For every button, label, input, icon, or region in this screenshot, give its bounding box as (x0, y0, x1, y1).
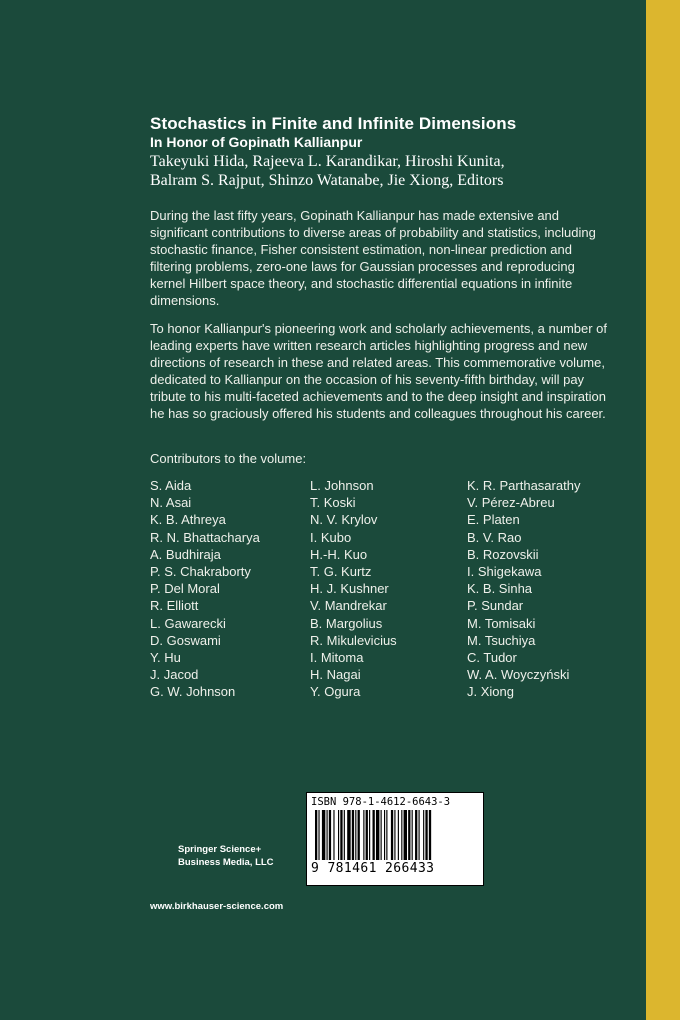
contributor-name: W. A. Woyczyński (467, 667, 570, 683)
spine-strip (646, 0, 680, 1020)
barcode-bar (315, 810, 317, 860)
barcode-bar (384, 810, 385, 860)
barcode-bar (412, 810, 413, 860)
barcode-bar (425, 810, 427, 860)
contributor-name: P. Del Moral (150, 581, 220, 597)
contributor-name: N. Asai (150, 495, 192, 511)
contributor-name: J. Jacod (150, 667, 199, 683)
barcode-bar (423, 810, 424, 860)
barcode-bar (333, 810, 334, 860)
publisher-line-2: Business Media, LLC (178, 857, 274, 868)
barcode-bar (338, 810, 339, 860)
barcode-bar (327, 810, 328, 860)
barcode-bar (344, 810, 345, 860)
description-paragraph-2: To honor Kallianpur's pioneering work and scholarly achievements, a number of leading experts have written research articles highlighting progress and new directions of research in these and related areas. This commemorative volume, dedicated to Kallianpur on the occasion of his seventy-fifth birthday, will pay tribute to his multi-faceted achievements and to the deep insight and inspiration he has so graciously offered his students and colleagues throughout his career. (150, 321, 608, 421)
contributor-name: I. Kubo (310, 529, 352, 545)
barcode-bar (373, 810, 375, 860)
book-subtitle: In Honor of Gopinath Kallianpur (150, 134, 363, 150)
contributors-column-2 (310, 477, 397, 701)
contributor-name: N. V. Krylov (310, 512, 378, 528)
barcode-bar (386, 810, 387, 860)
contributors-column-1 (150, 477, 260, 701)
barcode-bar (419, 810, 420, 860)
publisher-website: www.birkhauser-science.com (150, 901, 284, 912)
contributor-name: A. Budhiraja (150, 546, 221, 562)
barcode-bar (404, 810, 407, 860)
barcode-bar (391, 810, 393, 860)
contributor-name: I. Mitoma (310, 650, 364, 666)
barcode (306, 792, 484, 886)
contributor-name: M. Tsuchiya (467, 632, 536, 648)
barcode-bar (355, 810, 356, 860)
contributor-name: K. B. Sinha (467, 581, 533, 597)
contributor-name: Y. Hu (150, 650, 181, 666)
contributor-name: D. Goswami (150, 632, 221, 648)
barcode-bar (369, 810, 370, 860)
barcode-bar (366, 810, 368, 860)
publisher-imprint (178, 843, 274, 869)
contributors-heading: Contributors to the volume: (150, 451, 307, 466)
editors-line-2: Balram S. Rajput, Shinzo Watanabe, Jie Xiong, Editors (150, 172, 504, 189)
contributor-name: P. S. Chakraborty (150, 564, 251, 580)
barcode-bar (401, 810, 402, 860)
contributor-name: Y. Ogura (310, 684, 361, 700)
barcode-bar (358, 810, 360, 860)
barcode-bar (322, 810, 325, 860)
contributor-name: P. Sundar (467, 598, 524, 614)
contributor-name: H. J. Kushner (310, 581, 389, 597)
contributor-name: E. Platen (467, 512, 520, 528)
contributor-name: C. Tudor (467, 650, 517, 666)
barcode-bar (363, 810, 364, 860)
barcode-bar (394, 810, 395, 860)
barcode-bar (398, 810, 399, 860)
barcode-bar (381, 810, 382, 860)
contributor-name: L. Johnson (310, 478, 374, 493)
description-paragraph-1: During the last fifty years, Gopinath Kallianpur has made extensive and significant contributions to diverse areas of probability and statistics, including stochastic finance, Fisher consistent estimation, non-linear prediction and filtering problems, zero-one laws for Gaussian processes and reproducing kernel Hilbert space theory, and stochastic differential equations in infinite dimensions. (150, 208, 596, 308)
contributor-name: B. V. Rao (467, 529, 522, 545)
barcode-bar (318, 810, 319, 860)
contributor-name: G. W. Johnson (150, 684, 236, 700)
contributor-name: K. R. Parthasarathy (467, 478, 581, 493)
contributor-name: S. Aida (150, 478, 192, 493)
contributor-name: B. Margolius (310, 615, 383, 631)
contributor-name: V. Pérez-Abreu (467, 495, 555, 511)
contributor-name: R. Mikulevicius (310, 632, 397, 648)
publisher-line-1: Springer Science+ (178, 844, 262, 855)
contributor-name: L. Gawarecki (150, 615, 226, 631)
barcode-bar (429, 810, 431, 860)
barcode-bar (376, 810, 379, 860)
contributor-name: B. Rozovskii (467, 546, 539, 562)
contributor-name: J. Xiong (467, 684, 514, 700)
contributor-name: H.-H. Kuo (310, 546, 368, 562)
barcode-bar (347, 810, 350, 860)
barcode-bars (315, 810, 475, 860)
contributor-name: T. G. Kurtz (310, 564, 372, 580)
contributor-name: V. Mandrekar (310, 598, 387, 614)
barcode-bar (340, 810, 342, 860)
isbn-label: ISBN 978-1-4612-6643-3 (311, 796, 451, 808)
contributor-name: R. Elliott (150, 598, 199, 614)
contributor-name: K. B. Athreya (150, 512, 226, 528)
contributors-column-3 (467, 477, 580, 701)
barcode-digits: 9 781461 266433 (311, 861, 435, 876)
barcode-bar (352, 810, 354, 860)
book-title: Stochastics in Finite and Infinite Dimensions (150, 114, 517, 133)
barcode-bar (408, 810, 410, 860)
barcode-bar (329, 810, 331, 860)
contributor-name: T. Koski (310, 495, 356, 511)
contributor-name: R. N. Bhattacharya (150, 529, 260, 545)
editors (150, 152, 610, 190)
contributor-name: M. Tomisaki (467, 615, 536, 631)
contributor-name: I. Shigekawa (467, 564, 542, 580)
barcode-bar (415, 810, 417, 860)
editors-line-1: Takeyuki Hida, Rajeeva L. Karandikar, Hiroshi Kunita, (150, 153, 505, 170)
contributor-name: H. Nagai (310, 667, 361, 683)
